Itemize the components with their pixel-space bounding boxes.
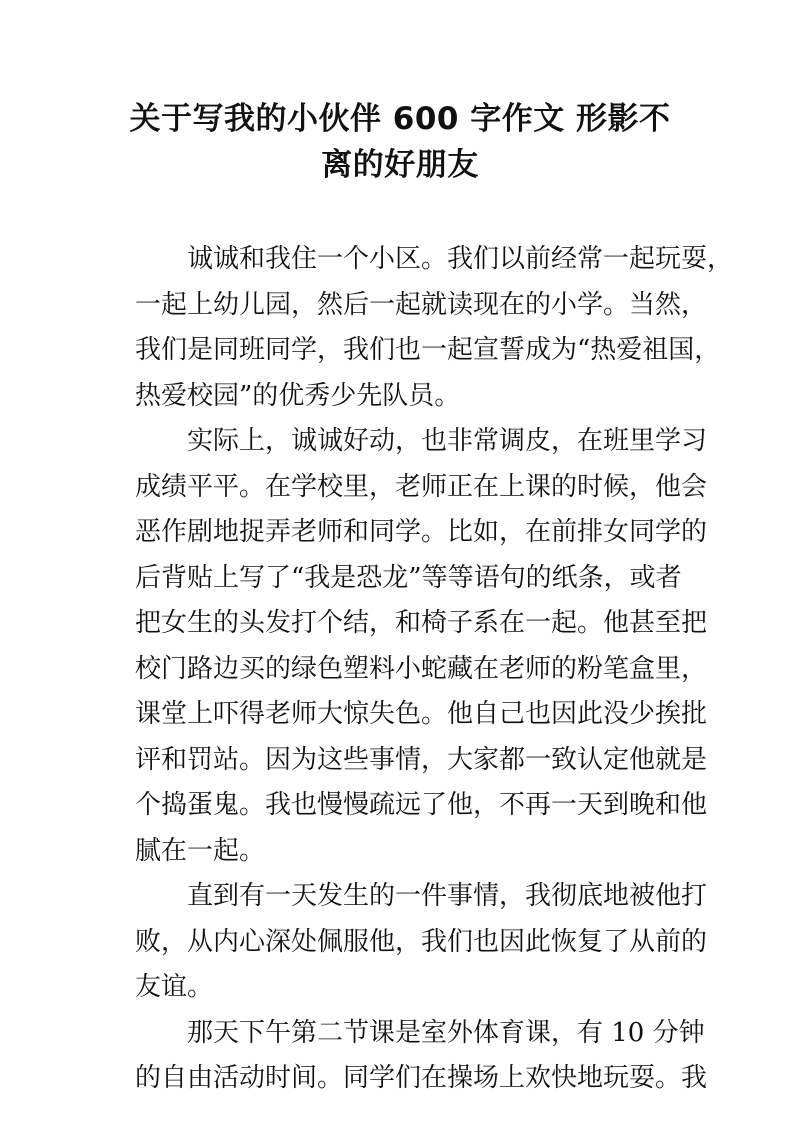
text-line: 后背贴上写了“我是恐龙”等等语句的纸条，或者 [135,562,682,593]
document-title [110,96,690,188]
paragraph [135,1011,708,1102]
text-line: 课堂上吓得老师大惊失色。他自己也因此没少挨批 [135,699,708,729]
text-line: 热爱校园”的优秀少先队员。 [135,380,461,411]
paragraph [135,874,708,1011]
text-line: 校门路边买的绿色塑料小蛇藏在老师的粉笔盒里， [135,653,708,684]
text-line: 一起上幼儿园，然后一起就读现在的小学。当然， [135,289,708,320]
text-line: 败，从内心深处佩服他，我们也因此恢复了从前的 [135,926,708,957]
text-line: 的自由活动时间。同学们在操场上欢快地玩耍。我 [135,1063,708,1093]
text-line: 把女生的头发打个结，和椅子系在一起。他甚至把 [135,608,708,638]
text-line: 腻在一起。 [135,835,266,866]
title-line: 离的好朋友 [321,147,479,183]
text-line: 直到有一天发生的一件事情，我彻底地被他打 [135,881,708,911]
text-line: 恶作剧地捉弄老师和同学。比如，在前排女同学的 [135,517,708,547]
text-line: 那天下午第二节课是室外体育课，有 10 分钟 [135,1017,705,1048]
text-line: 实际上，诚诚好动，也非常调皮，在班里学习 [135,426,708,456]
paragraph [135,237,734,419]
text-line: 成绩平平。在学校里，老师正在上课的时候，他会 [135,471,708,502]
paragraph [135,419,708,874]
text-line: 友谊。 [135,972,214,1002]
document-body [135,237,734,1102]
text-line: 诚诚和我住一个小区。我们以前经常一起玩耍， [135,244,734,274]
text-line: 个捣蛋鬼。我也慢慢疏远了他，不再一天到晚和他 [135,790,708,820]
text-line: 评和罚站。因为这些事情，大家都一致认定他就是 [135,744,708,775]
text-line: 我们是同班同学，我们也一起宣誓成为“热爱祖国， [135,335,721,365]
title-line: 关于写我的小伙伴 600 字作文 形影不 [129,101,671,137]
